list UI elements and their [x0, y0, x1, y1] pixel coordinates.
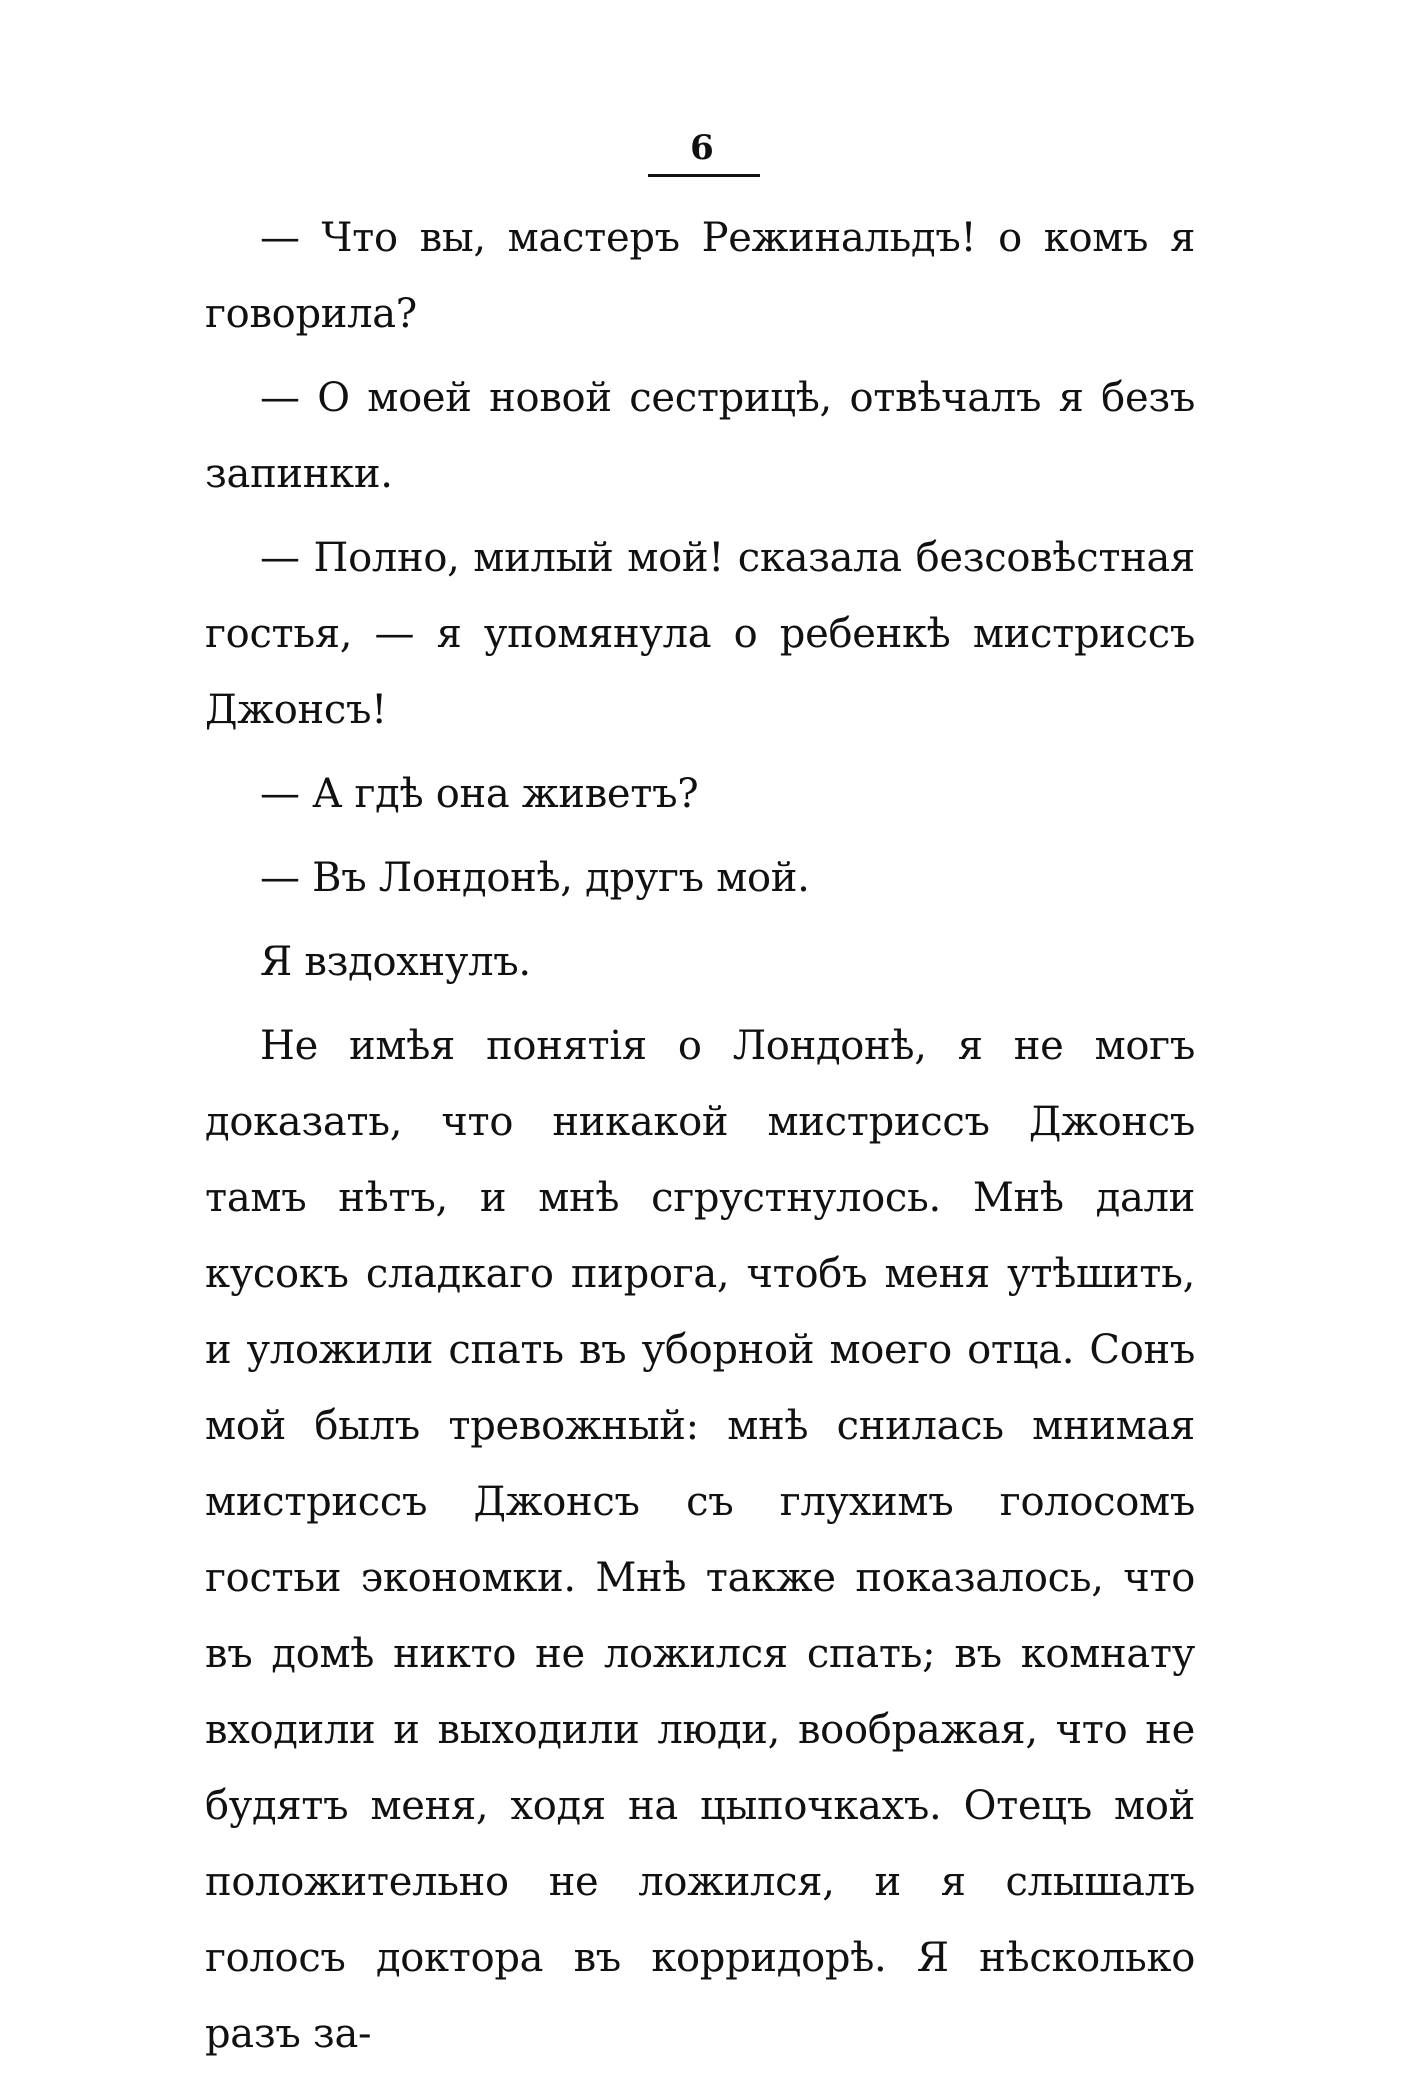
paragraph: — Въ Лондонѣ, другъ мой. [260, 855, 810, 901]
paragraph: — А гдѣ она живетъ? [260, 771, 699, 817]
paragraph: Я вздохнулъ. [260, 939, 531, 985]
paragraph: Не имѣя понятія о Лондонѣ, я не могъ доказать, что никакой мистриссъ Джонсъ тамъ нѣтъ, и мнѣ сгрустнулось. Мнѣ дали кусокъ сладкаго пирога, чтобъ меня утѣшить, и уложили спать въ уборной моего отца. Сонъ мой былъ тревожный: мнѣ снилась мнимая мистриссъ Джонсъ съ глухимъ голосомъ гостьи экономки. Мнѣ также показалось, что въ домѣ никто не ложился спать; въ комнату входили и выходили люди, воображая, что не будятъ меня, ходя на цыпочкахъ. Отецъ мой положительно не ложился, и я слышалъ голосъ доктора въ корридорѣ. Я нѣсколько разъ за- [205, 1023, 1195, 2057]
paragraph: — Полно, милый мой! сказала безсовѣстная гостья, — я упомянула о ребенкѣ мистриссъ Джонсъ! [205, 535, 1195, 733]
paragraph: — О моей новой сестрицѣ, отвѣчалъ я безъ запинки. [205, 375, 1195, 497]
page-number: 6 [690, 128, 714, 168]
page-number-rule [648, 174, 760, 177]
page-text [205, 200, 1195, 2080]
paragraph: — Что вы, мастеръ Режинальдъ! о комъ я говорила? [205, 215, 1195, 337]
